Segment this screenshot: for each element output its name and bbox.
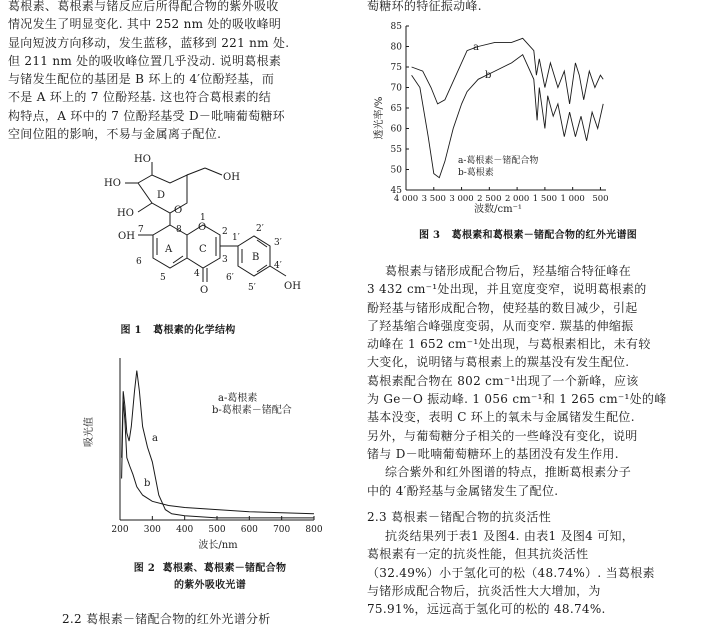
text-line: 基本没变，表明 C 环上的氧未与金属锗发生配位.: [367, 410, 635, 425]
text-line: 锗与 D－吡喃葡萄糖环上的基团没有发生作用.: [367, 446, 619, 461]
ir-y-tick-label: 60: [390, 124, 402, 135]
uv-x-tick-label: 800: [305, 525, 323, 535]
text-line: 动峰在 1 652 cm⁻¹处出现，与葛根素相比，未有较: [367, 337, 651, 352]
text-line: 了羟基缩合峰强度变弱，从而变窄. 羰基的伸缩振: [367, 318, 634, 333]
structure-label: OH: [118, 231, 135, 242]
structure-label: HO: [104, 178, 121, 189]
structure-label: HO: [134, 154, 151, 165]
uv-curve-label-b: b: [144, 478, 151, 489]
text-line: 大变化，说明锗与葛根素上的羰基没有发生配位.: [367, 355, 630, 370]
ir-x-tick-label: 2 000: [504, 194, 530, 204]
structure-label: 2: [222, 227, 228, 237]
ir-legend-a: a-葛根素－锗配合物: [458, 156, 539, 166]
text-line: 75.91%，远远高于氢化可的松的 48.74%.: [367, 602, 606, 617]
fig2-caption: [110, 560, 310, 594]
fig1-caption-text: 葛根素的化学结构: [153, 325, 236, 336]
uv-x-tick-label: 300: [143, 525, 161, 535]
structure-label: 8: [176, 225, 182, 235]
uv-absorption-chart: [78, 348, 338, 553]
ir-y-label: 透光率/%: [374, 96, 385, 140]
structure-label: O: [174, 205, 183, 216]
ir-y-tick-label: 80: [390, 42, 402, 53]
text-line: 3 432 cm⁻¹处出现，并且宽度变窄，说明葛根素的: [367, 282, 647, 297]
structure-label: O: [198, 222, 207, 233]
text-line: 空间位阻的影响，不易与金属离子配位.: [8, 127, 222, 142]
structure-label: 1′: [232, 233, 240, 243]
fig2-caption-line1: 葛根素、葛根素－锗配合物: [162, 563, 287, 574]
ir-y-tick-label: 45: [390, 186, 402, 196]
ir-x-tick-label: 1 000: [560, 194, 585, 204]
ir-spectrum-chart: [368, 18, 618, 218]
ir-x-tick-label: 500: [592, 194, 609, 204]
structure-label: 1: [200, 213, 206, 223]
text-line: 与锗形成配合物后，抗炎活性大大增加，为: [367, 583, 601, 598]
text-line: 另外，与葡萄糖分子相关的一些峰没有变化，说明: [367, 428, 638, 443]
structure-label: 6: [136, 257, 142, 267]
uv-curve-label-a: a: [152, 433, 158, 444]
ir-y-tick-label: 50: [390, 165, 402, 176]
text-line: 抗炎结果列于表1 及图4. 由表1 及图4 可知，: [385, 529, 635, 543]
text-line: 但 211 nm 处的吸收峰位置几乎没动. 说明葛根素: [8, 53, 282, 68]
text-line: 葛根素配合物在 802 cm⁻¹出现了一个新峰，应该: [367, 373, 639, 388]
structure-label: OH: [223, 172, 240, 183]
structure-label: D: [157, 190, 166, 201]
ir-y-tick-label: 65: [390, 104, 402, 114]
structure-label: 7: [138, 225, 144, 235]
uv-legend-b: b-葛根素－锗配合: [212, 405, 292, 416]
structure-label: 5′: [248, 283, 256, 293]
text-line: 构特点，A 环中的 7 位酚羟基受 D－吡喃葡萄糖环: [8, 108, 285, 123]
anti-inflammatory-paragraph: [367, 527, 655, 618]
uv-x-tick-label: 200: [111, 525, 129, 535]
uv-x-tick-label: 700: [273, 525, 291, 535]
fig2-caption-num: 图 2: [133, 563, 156, 574]
ir-y-tick-label: 75: [390, 63, 402, 73]
ir-x-tick-label: 3 500: [421, 194, 446, 204]
fig3-caption: [368, 226, 688, 241]
fig1-caption: [8, 321, 348, 336]
text-line: 与锗发生配位的基团是 B 环上的 4′位酚羟基，而: [8, 72, 275, 87]
uv-y-label: 吸光值: [84, 417, 95, 447]
ir-x-label: 波数/cm⁻¹: [474, 204, 522, 215]
structure-label: C: [199, 244, 207, 255]
ir-legend-b: b-葛根素: [458, 168, 494, 178]
ir-x-tick-label: 1 500: [532, 194, 558, 204]
ir-y-tick-label: 85: [390, 22, 402, 32]
text-line: 葛根素有一定的抗炎性能，但其抗炎活性: [367, 547, 589, 562]
left-intro-paragraph: [8, 0, 289, 143]
ir-analysis-paragraph: [367, 262, 667, 500]
section-2-2-heading: 2.2 葛根素－锗配合物的红外光谱分析: [62, 612, 271, 626]
puerarin-structure-figure: [85, 150, 315, 315]
text-line: 酚羟基与锗形成配合物，使羟基的数目减少，引起: [367, 300, 638, 315]
ir-y-tick-label: 55: [390, 145, 402, 155]
text-line: 葛根素、葛根素与锗反应后所得配合物的紫外吸收: [8, 0, 279, 13]
ir-y-tick-label: 70: [390, 83, 402, 94]
structure-label: 3: [222, 255, 228, 265]
text-line: 不是 A 环上的 7 位酚羟基. 这也符合葛根素的结: [8, 90, 271, 105]
structure-label: 3′: [274, 238, 282, 248]
structure-label: B: [252, 252, 260, 263]
text-line: 中的 4′酚羟基与金属锗发生了配位.: [367, 483, 559, 498]
fig3-caption-text: 葛根素和葛根素－锗配合物的红外光谱图: [451, 230, 638, 241]
fig1-caption-num: 图 1: [120, 325, 142, 336]
structure-label: A: [165, 244, 173, 255]
text-line: 情况发生了明显变化. 其中 252 nm 处的吸收峰明: [8, 17, 282, 32]
ir-curve-label-a: a: [473, 42, 479, 53]
uv-x-tick-label: 400: [176, 525, 194, 535]
structure-label: 2′: [256, 224, 264, 234]
text-line: 为 Ge－O 振动峰. 1 056 cm⁻¹和 1 265 cm⁻¹处的峰: [367, 392, 667, 407]
structure-label: HO: [117, 208, 134, 219]
structure-label: 5: [160, 273, 166, 283]
ir-curve-label-b: b: [485, 70, 492, 81]
uv-x-tick-label: 600: [240, 525, 258, 535]
ir-x-tick-label: 3 000: [449, 194, 474, 204]
ir-series-a-line: [412, 38, 604, 104]
fig3-caption-num: 图 3: [418, 230, 441, 241]
structure-label: O: [200, 285, 209, 296]
section-2-3-heading: 2.3 葛根素－锗配合物的抗炎活性: [367, 510, 551, 524]
fig2-caption-line2: 的紫外吸收光谱: [173, 580, 247, 591]
ir-x-tick-label: 4 000: [393, 194, 419, 204]
structure-label: 4: [194, 269, 200, 279]
structure-label: OH: [284, 281, 301, 292]
uv-x-label: 波长/nm: [198, 540, 238, 551]
text-line: 显向短波方向移动，发生蓝移，蓝移到 221 nm 处.: [8, 35, 290, 50]
text-line: （32.49%）小于氢化可的松（48.74%）. 当葛根素: [367, 565, 655, 580]
uv-x-tick-label: 500: [208, 525, 226, 535]
text-line: 综合紫外和红外图谱的特点，推断葛根素分子: [385, 465, 632, 480]
structure-label: 6′: [226, 273, 234, 283]
uv-legend-a: a-葛根素: [218, 393, 258, 404]
structure-label: 4′: [274, 261, 282, 271]
ir-x-tick-label: 2 500: [477, 194, 502, 204]
right-top-line: 萄糖环的特征振动峰.: [367, 0, 482, 13]
text-line: 葛根素与锗形成配合物后，羟基缩合特征峰在: [385, 264, 632, 278]
